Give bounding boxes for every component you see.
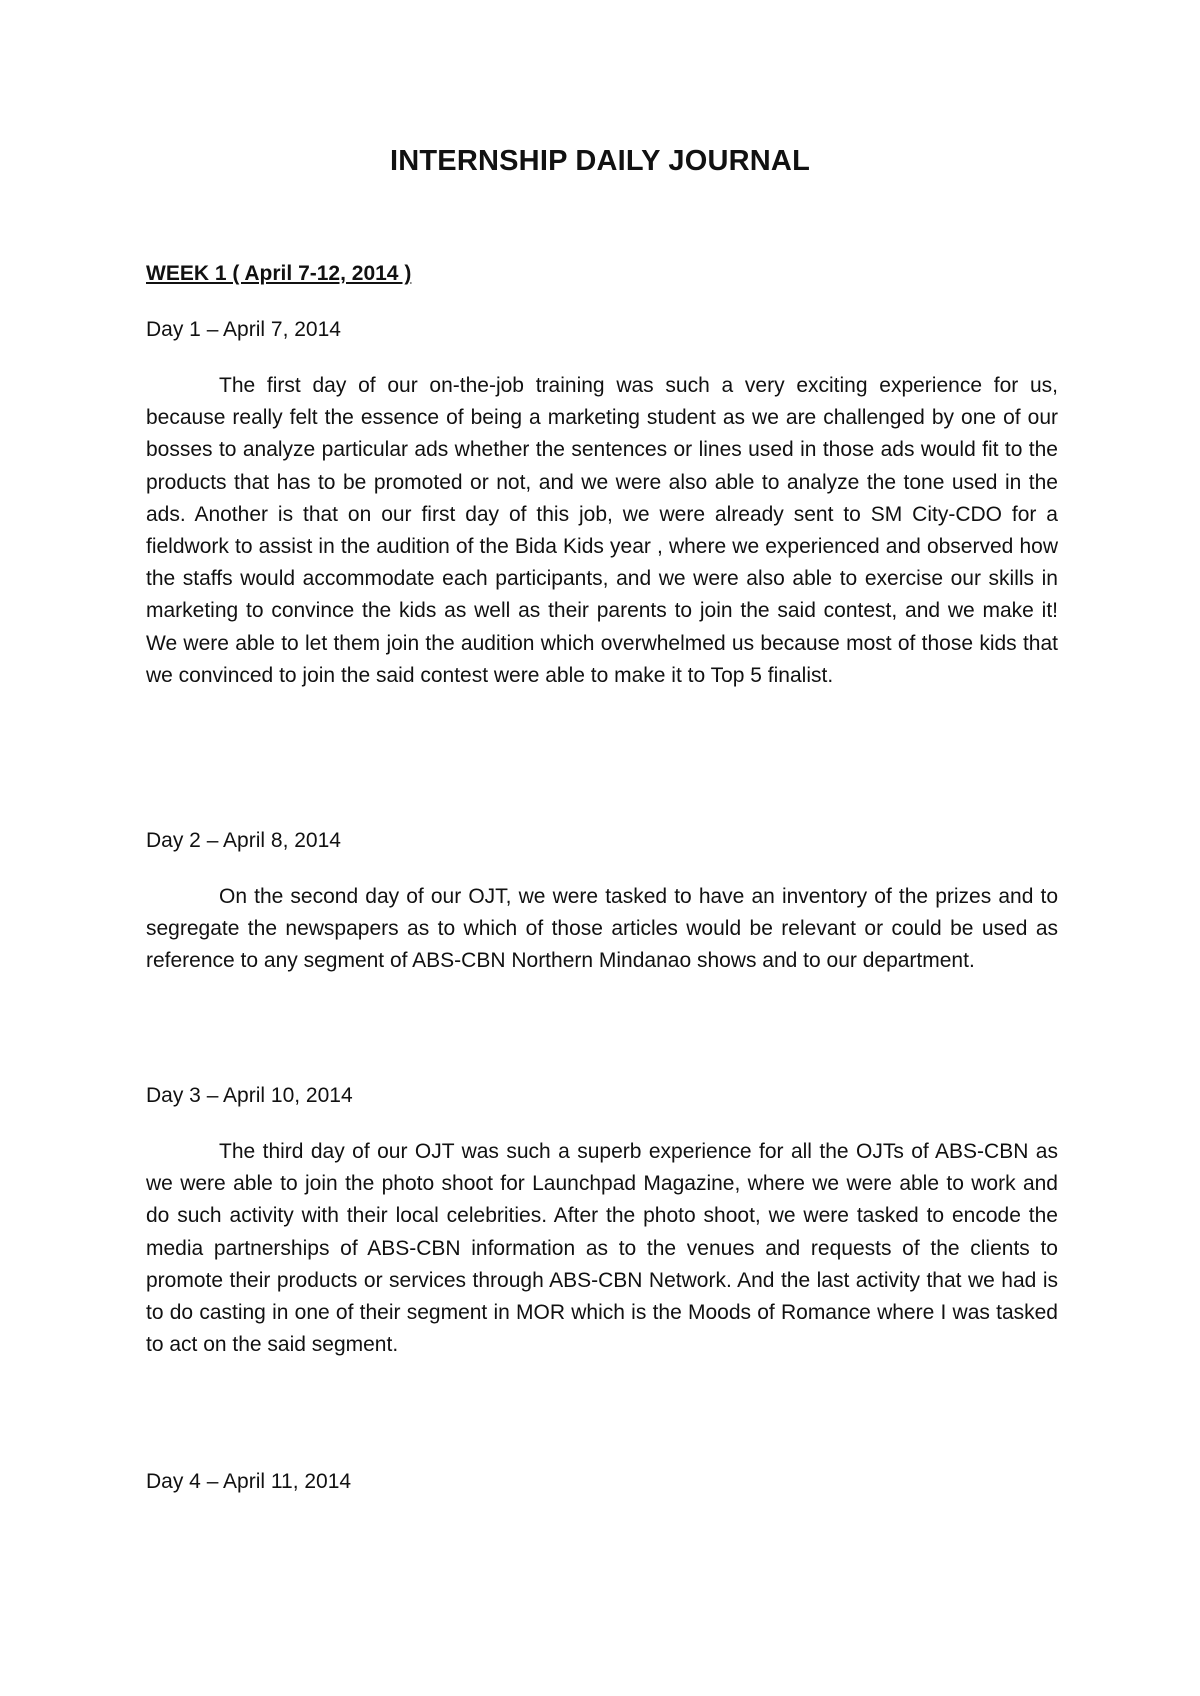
day-2-heading: Day 2 – April 8, 2014: [146, 829, 341, 852]
day-1-entry: The first day of our on-the-job training was such a very exciting experience for us, because really felt the essence of being a marketing student as we are challenged by one of our bosses to analyze particular ads whether the sentences or lines used in those ads would fit to the products that has to be promoted or not, and we were also able to analyze the tone used in the ads. Another is that on our first day of this job, we were already sent to SM City-CDO for a fieldwork to assist in the audition of the Bida Kids year , where we experienced and observed how the staffs would accommodate each participants, and we were also able to exercise our skills in marketing to convince the kids as well as their parents to join the said contest, and we make it! We were able to let them join the audition which overwhelmed us because most of those kids that we convinced to join the said contest were able to make it to Top 5 finalist.: [146, 374, 1058, 687]
day-4-heading: Day 4 – April 11, 2014: [146, 1470, 352, 1493]
day-1-heading: Day 1 – April 7, 2014: [146, 318, 341, 341]
week-heading: WEEK 1 ( April 7-12, 2014 ): [146, 262, 412, 285]
document-title: INTERNSHIP DAILY JOURNAL: [389, 145, 810, 177]
day-3-entry: The third day of our OJT was such a superb experience for all the OJTs of ABS-CBN as we were able to join the photo shoot for Launchpad Magazine, where we were able to work and do such activity with their local celebrities. After the photo shoot, we were tasked to encode the media partnerships of ABS-CBN information as to the venues and requests of the clients to promote their products or services through ABS-CBN Network. And the last activity that we had is to do casting in one of their segment in MOR which is the Moods of Romance where I was tasked to act on the said segment.: [146, 1140, 1058, 1357]
day-3-heading: Day 3 – April 10, 2014: [146, 1084, 353, 1107]
day-2-entry: On the second day of our OJT, we were tasked to have an inventory of the prizes and to segregate the newspapers as to which of those articles would be relevant or could be used as reference to any segment of ABS-CBN Northern Mindanao shows and to our department.: [146, 885, 1058, 973]
